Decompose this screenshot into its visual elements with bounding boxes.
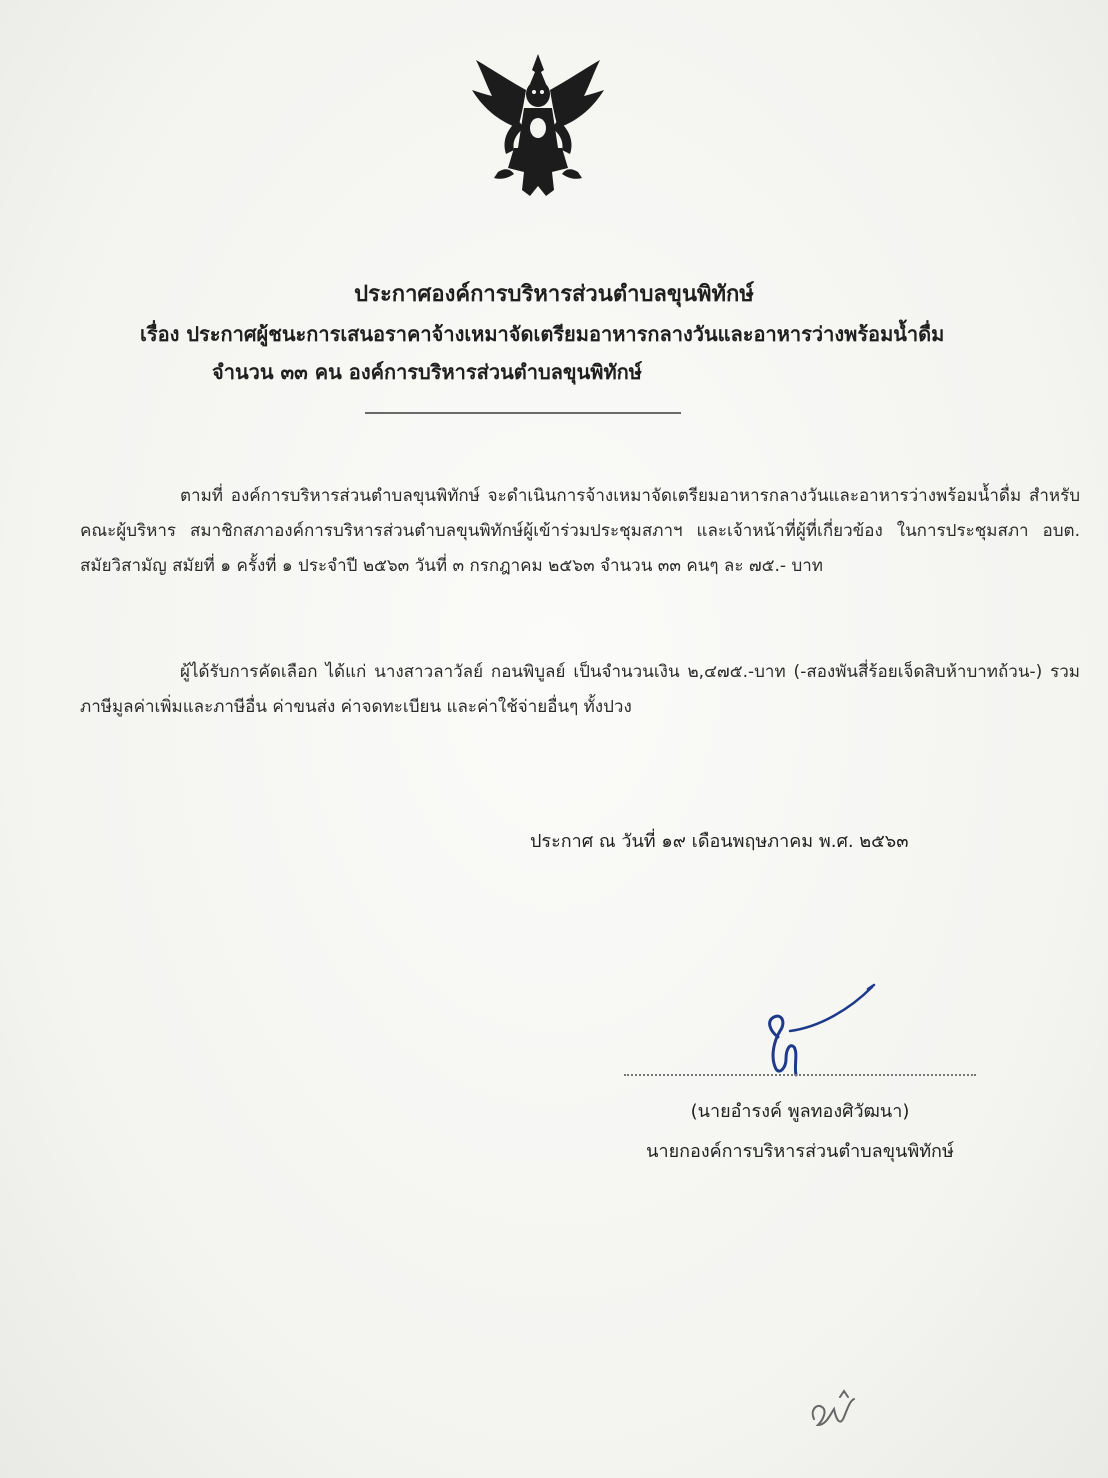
signature-line: [624, 1074, 976, 1076]
announcement-date: ประกาศ ณ วันที่ ๑๙ เดือนพฤษภาคม พ.ศ. ๒๕๖๓: [530, 831, 909, 852]
body-paragraph-1: ตามที่ องค์การบริหารส่วนตำบลขุนพิทักษ์ จะดำเนินการจ้างเหมาจัดเตรียมอาหารกลางวันและอาหารว่างพร้อมน้ำดื่ม สำหรับคณะผู้บริหาร สมาชิกสภาองค์การบริหารส่วนตำบลขุนพิทักษ์ผู้เข้าร่วมประชุมสภาฯ และเจ้าหน้าที่ผู้ที่เกี่ยวข้อง ในการประชุมสภา อบต. สมัยวิสามัญ สมัยที่ ๑ ครั้งที่ ๑ ประจำปี ๒๕๖๓ วันที่ ๓ กรกฎาคม ๒๕๖๓ จำนวน ๓๓ คนๆ ละ ๗๕.- บาท: [80, 486, 1080, 576]
subject-line-1: เรื่อง ประกาศผู้ชนะการเสนอราคาจ้างเหมาจัดเตรียมอาหารกลางวันและอาหารว่างพร้อมน้ำดื่ม: [140, 322, 945, 346]
handwritten-signature: [740, 975, 890, 1085]
signatory-name: (นายอำรงค์ พูลทองศิวัฒนา): [690, 1101, 910, 1122]
handwritten-initial: [800, 1385, 870, 1435]
signatory-position: นายกองค์การบริหารส่วนตำบลขุนพิทักษ์: [646, 1141, 954, 1162]
body-paragraph-2: ผู้ได้รับการคัดเลือก ได้แก่ นางสาวลาวัลย์ กอนพิบูลย์ เป็นจำนวนเงิน ๒,๔๗๕.-บาท (-สองพันสี่ร้อยเจ็ดสิบห้าบาทถ้วน-) รวมภาษีมูลค่าเพิ่มและภาษีอื่น ค่าขนส่ง ค่าจดทะเบียน และค่าใช้จ่ายอื่นๆ ทั้งปวง: [80, 662, 1080, 717]
title-divider: [365, 412, 681, 414]
subject-line-2: จำนวน ๓๓ คน องค์การบริหารส่วนตำบลขุนพิทักษ์: [212, 360, 642, 384]
garuda-emblem-icon: [468, 50, 608, 200]
announcement-title: ประกาศองค์การบริหารส่วนตำบลขุนพิทักษ์: [354, 282, 754, 307]
